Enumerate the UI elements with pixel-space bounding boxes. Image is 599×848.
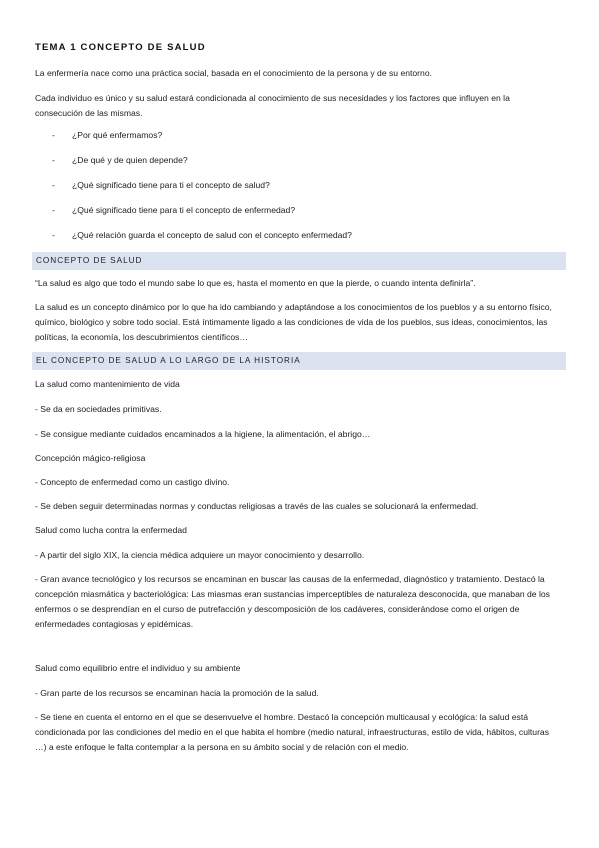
list-item: - A partir del siglo XIX, la ciencia médica adquiere un mayor conocimiento y desarrollo. <box>35 550 365 560</box>
bullet-dash: - <box>52 205 55 215</box>
subheading: La salud como mantenimiento de vida <box>35 379 180 389</box>
question-text: ¿De qué y de quien depende? <box>72 155 188 165</box>
bullet-dash: - <box>52 155 55 165</box>
list-item: - Se da en sociedades primitivas. <box>35 404 162 414</box>
question-text: ¿Qué significado tiene para ti el concepto de enfermedad? <box>72 205 296 215</box>
concepto-paragraph: La salud es un concepto dinámico por lo que ha ido cambiando y adaptándose a los conocimientos de los pueblos y a su entorno físico, químico, biológico y sobre todo social. Está íntimamente ligado a las condiciones de vida de los pueblos, sus ideas, conocimientos, las políticas, la economía, los descubrimientos científicos… <box>35 302 552 342</box>
intro-paragraph-1: La enfermería nace como una práctica social, basada en el conocimiento de la persona y de su entorno. <box>35 68 432 78</box>
question-text: ¿Por qué enfermamos? <box>72 130 163 140</box>
list-item: - Gran parte de los recursos se encaminan hacia la promoción de la salud. <box>35 688 319 698</box>
question-text: ¿Qué significado tiene para ti el concepto de salud? <box>72 180 270 190</box>
list-item: - Concepto de enfermedad como un castigo divino. <box>35 477 230 487</box>
subheading: Salud como equilibrio entre el individuo y su ambiente <box>35 663 241 673</box>
section-heading-historia: EL CONCEPTO DE SALUD A LO LARGO DE LA HISTORIA <box>32 352 566 370</box>
bullet-dash: - <box>52 180 55 190</box>
list-item: - Se consigue mediante cuidados encaminados a la higiene, la alimentación, el abrigo… <box>35 429 371 439</box>
intro-paragraph-2: Cada individuo es único y su salud estará condicionada al conocimiento de sus necesidades y los factores que influyen en la consecución de las mismas. <box>35 93 510 118</box>
bullet-dash: - <box>52 130 55 140</box>
subheading: Salud como lucha contra la enfermedad <box>35 525 187 535</box>
bullet-dash: - <box>52 230 55 240</box>
list-item: - Se tiene en cuenta el entorno en el que se desenvuelve el hombre. Destacó la concepción multicausal y ecológica: la salud está condicionada por las condiciones del medio en el que habita el hombre (medio natural, infraestructuras, estilo de vida, hábitos, culturas …) a este enfoque le falta contemplar a la persona en su ámbito social y de relación con el medio. <box>35 712 550 752</box>
list-item: - Gran avance tecnológico y los recursos se encaminan en buscar las causas de la enfermedad, diagnóstico y tratamiento. Destacó la concepción miasmática y bacteriológica: Las miasmas eran sustancias imperceptibles de naturaleza desconocida, que manaban de los enfermos o se desprendían en el curso de putrefacción y descomposición de los cadáveres, considerándose como el origen de enfermedades contagiosas y epidémicas. <box>35 574 550 629</box>
quote-paragraph: “La salud es algo que todo el mundo sabe lo que es, hasta el momento en que la pierde, o cuando intenta definirla”. <box>35 278 476 288</box>
question-text: ¿Qué relación guarda el concepto de salud con el concepto enfermedad? <box>72 230 352 240</box>
section-heading-concepto: CONCEPTO DE SALUD <box>32 252 566 270</box>
subheading: Concepción mágico-religiosa <box>35 453 146 463</box>
document-title: TEMA 1 CONCEPTO DE SALUD <box>35 42 206 53</box>
list-item: - Se deben seguir determinadas normas y conductas religiosas a través de las cuales se solucionará la enfermedad. <box>35 501 479 511</box>
